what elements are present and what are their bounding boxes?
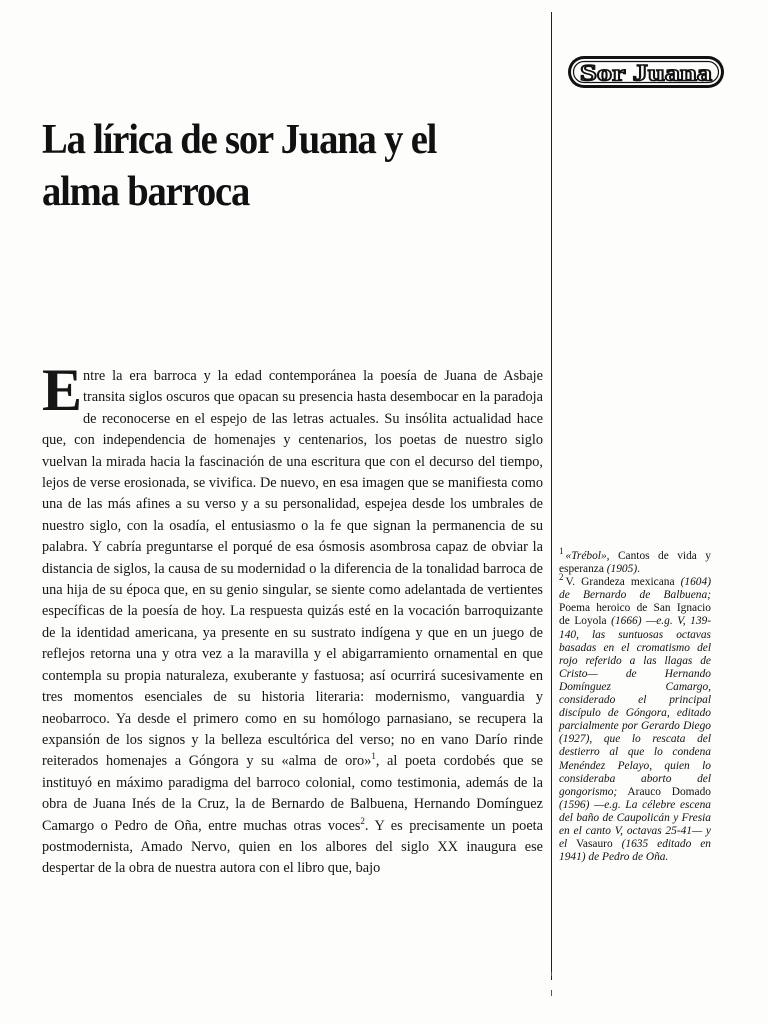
footnote-text: «Trébol», Cantos de vida y esperanza (1905). (559, 550, 711, 576)
divider-tick (551, 972, 552, 976)
magazine-logo (566, 52, 726, 92)
logo-text: Sor Juana (580, 60, 713, 86)
article-title: La lírica de sor Juana y el alma barroca (42, 117, 437, 215)
footnote (559, 572, 712, 864)
divider-tick (551, 990, 552, 996)
body-paragraph: ntre la era barroca y la edad contemporánea la poesía de Juana de Asbaje transita siglos oscuros que opacan su presencia hasta desembocar en la paradoja de reconocerse en el espejo de las letras actuales. Su insólita actualidad hace que, con independencia de homenajes y centenarios, los poetas de nuestro siglo vuelvan la mirada hacia la fascinación de una escritura que con el decurso del tiempo, lejos de verse erosionada, se vivifica. De nuevo, en esa imagen que se manifiesta como una de las más afines a su verso y a su personalidad, espejea desde los umbrales de nuestro siglo, con la osadía, el entusiasmo o la fe que signan la permanencia de su palabra. Y cabría preguntarse el porqué de esa ósmosis asombrosa capaz de obviar la distancia de siglos, la causa de su modernidad o la diferencia de la tonalidad barroca de una hija de su época que, en su genio singular, se siente como adelantada de vertientes específicas de la poesía de hoy. La respuesta quizás esté en la vocación barroquizante de la identidad americana, ya presente en su sustrato indígena y que en un juego de reflejos retorna una y otra vez a la maravilla y el abigarramiento ornamental en que contempla su propia naturaleza, exuberante y fastuosa; así ocurrirá sucesivamente en tres momentos esenciales de su historia literaria: modernismo, vanguardia y neobarroco. Ya desde el primero como en su homólogo parnasiano, se recupera la expansión de los signos y la belleza escultórica del verso; no en vano Darío rinde reiterados homenajes a Góngora y su «alma de oro»$^1$, al poeta cordobés que se instituyó en máximo paradigma del barroco colonial, como testimonia, además de la obra de Juana Inés de la Cruz, la de Bernardo de Balbuena, Hernando Domínguez Camargo o Pedro de Oña, entre muchas otras voces$^2$. Y es precisamente un poeta postmodernista, Amado Nervo, quien en los albores del siglo XX inaugura ese despertar de la obra de nuestra autora con el libro que, bajo (42, 368, 543, 877)
footnote-number: 1 (559, 546, 564, 557)
article-body (42, 357, 543, 880)
footnote (559, 546, 711, 576)
column-divider (551, 12, 552, 980)
drop-cap: E (42, 357, 83, 423)
footnotes (559, 546, 712, 864)
footnote-number: 2 (559, 572, 564, 583)
footnote-text: V. Grandeza mexicana (1604) de Bernardo de Balbuena; Poema heroico de San Ignacio de Loyola (1666) —e.g. V, 139-140, las suntuosas octavas basadas en el cromatismo del rojo referido a las llagas de Cristo— de Hernando Domínguez Camargo, considerado el principal discípulo de Góngora, editado parcialmente por Gerardo Diego (1927), que lo rescata del destierro al que lo condena Menéndez Pelayo, quien lo consideraba aborto del gongorismo; Arauco Domado (1596) —e.g. La célebre escena del baño de Caupolicán y Fresia en el canto V, octavas 25-41— y el Vasauro (1635 editado en 1941) de Pedro de Oña. (559, 576, 712, 864)
